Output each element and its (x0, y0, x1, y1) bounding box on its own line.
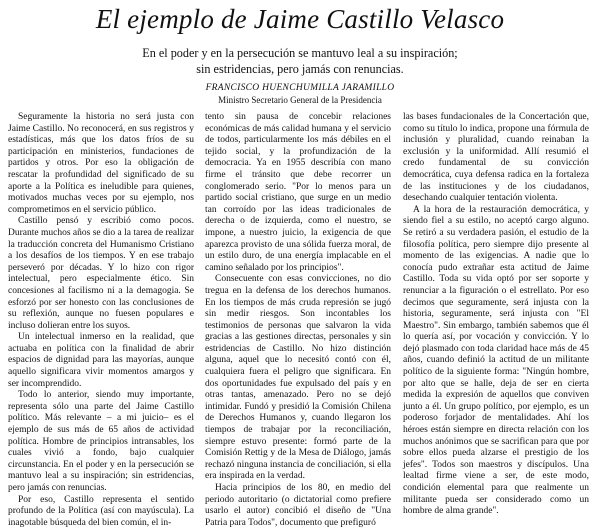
paragraph: las bases fundacionales de la Concertación que, como su título lo indica, propone una fórmula de inclusión y pluralidad, cuando reinaban la exclusión y la uniformidad. Allí resumió el credo fundamental de su convicción democrática, cuya defensa radica en la fortaleza de las instituciones y de los ciudadanos, desechando cualquier tentación violenta. (403, 112, 589, 204)
article-subtitle (0, 45, 600, 77)
subtitle-line-2: sin estridencias, pero jamás con renuncias. (196, 62, 404, 76)
paragraph: tento sin pausa de concebir relaciones económicas de más calidad humana y el servicio de todos, particularmente los más débiles en el tejido social, y la profundización de la democracia. Ya en 1955 describía con mano firme el tránsito que debe recorrer un conglomerado serio. "Por lo menos para un partido social cristiano, que surge en un medio tan corroído por las ideas tradicionales de derecha o de izquierda, como el nuestro, se impone, a nuestro juicio, la exigencia de que aparezca provisto de una sólida fuerza moral, de un estilo duro, de una energía implacable en el camino señalado por los principios". (205, 112, 391, 273)
paragraph: Por eso, Castillo representa el sentido profundo de la Política (así con mayúscula). La inagotable búsqueda del bien común, el in- (8, 494, 194, 528)
paragraph: A la hora de la restauración democrática, y siendo fiel a su estilo, no aceptó cargo alguno. Se retiró a su verdadera pasión, el estudio de la filosofía política, pero siempre dijo presente al momento de las exigencias. A nadie que lo conocía pudo extrañar esta actitud de Jaime Castillo. Toda su vida optó por ser soporte y renunciar a la figuración o el estrellato. Por eso decimos que seguramente, será injusta con la historia, seguramente, será injusta con "El Maestro". Sin embargo, también sabemos que él lo quería así, por vocación y convicción. Y lo dejó plasmado con toda claridad hace más de 45 años, cuando definió la actitud de un militante político de la siguiente forma: "Ningún hombre, por alto que se halle, deja de ser en cierta medida la expresión de aquellos que conviven junto a él. Un grupo político, por ejemplo, es un poderoso forjador de mentalidades. Ahí los héroes están siempre en directa relación con los muchos anónimos que se sacrifican para que por sobre ellos pueda alzarse el prestigio de los jefes". Todos son maestros y discípulos. Una lealtad firme viene a ser, de este modo, condición elemental para que realmente un militante pueda ser considerado como un hombre de alma grande". (403, 204, 589, 517)
article-column-2 (205, 112, 391, 528)
paragraph: Castillo pensó y escribió como pocos. Durante muchos años se dio a la tarea de realizar la traducción concreta del Humanismo Cristiano a los desafíos de los tiempos. Y en ese trabajo perseveró por décadas. Y lo hizo con rigor intelectual, pero especialmente ético. Sin concesiones al facilismo ni a la demagogia. Se esforzó por ser honesto con las conclusiones de su reflexión, aunque no fuesen populares e incluso dolieran entre los suyos. (8, 216, 194, 331)
paragraph: Seguramente la historia no será justa con Jaime Castillo. No reconocerá, en sus registros y estadísticas, más que los datos fríos de su participación en ministerios, fundaciones de partidos y otros. Por eso la obligación de rescatar la profundidad del significado de su aporte a la Política es ineludible para quienes, motivados muchas veces por su ejemplo, nos comprometimos en el servicio público. (8, 112, 194, 215)
paragraph: Un intelectual inmerso en la realidad, que actuaba en política con la finalidad de abrir espacios de dignidad para las mayorías, aunque aquello significara vivir momentos amargos y ser incomprendido. (8, 332, 194, 389)
paragraph: Consecuente con esas convicciones, no dio tregua en la defensa de los derechos humanos. En los tiempos de más cruda represión se jugó sin medir riesgos. Son incontables los testimonios de personas que salvaron la vida gracias a las gestiones directas, personales y sin estridencias de Castillo. No hizo distinción alguna, aquel que lo necesitó contó con él, cualquiera fuera el peligro que significara. En dos oportunidades fue expulsado del país y en otras tantas, amenazado. Pero no se dejó intimidar. Fundó y presidió la Comisión Chilena de Derechos Humanos y, cuando llegaron los tiempos de trabajar por la reconciliación, siempre estuvo presente: formó parte de la Comisión Rettig y de la Mesa de Diálogo, jamás rechazó ninguna instancia de conciliación, si ella era inspirada en la verdad. (205, 274, 391, 482)
author-role: Ministro Secretario General de la Presidencia (218, 95, 382, 105)
subtitle-line-1: En el poder y en la persecución se mantuvo leal a su inspiración; (142, 46, 458, 60)
article-title: El ejemplo de Jaime Castillo Velasco (95, 4, 505, 34)
author-name: FRANCISCO HUENCHUMILLA JARAMILLO (205, 83, 395, 93)
paragraph: Hacia principios de los 80, en medio del periodo autoritario (o dictatorial como prefiere usarlo el autor) concibió el diseño de "Una Patria para Todos", documento que prefiguró (205, 483, 391, 528)
article-column-1 (8, 112, 194, 528)
article-column-3 (403, 112, 589, 517)
paragraph: Todo lo anterior, siendo muy importante, representa sólo una parte del Jaime Castillo político. Más relevante – a mi juicio– es el ejemplo de sus más de 65 años de actividad política. Hombre de principios intransables, los cuales vivió a fondo, bajo cualquier circunstancia. En el poder y en la persecución se mantuvo leal a su inspiración; sin estridencias, pero jamás con renuncias. (8, 390, 194, 493)
